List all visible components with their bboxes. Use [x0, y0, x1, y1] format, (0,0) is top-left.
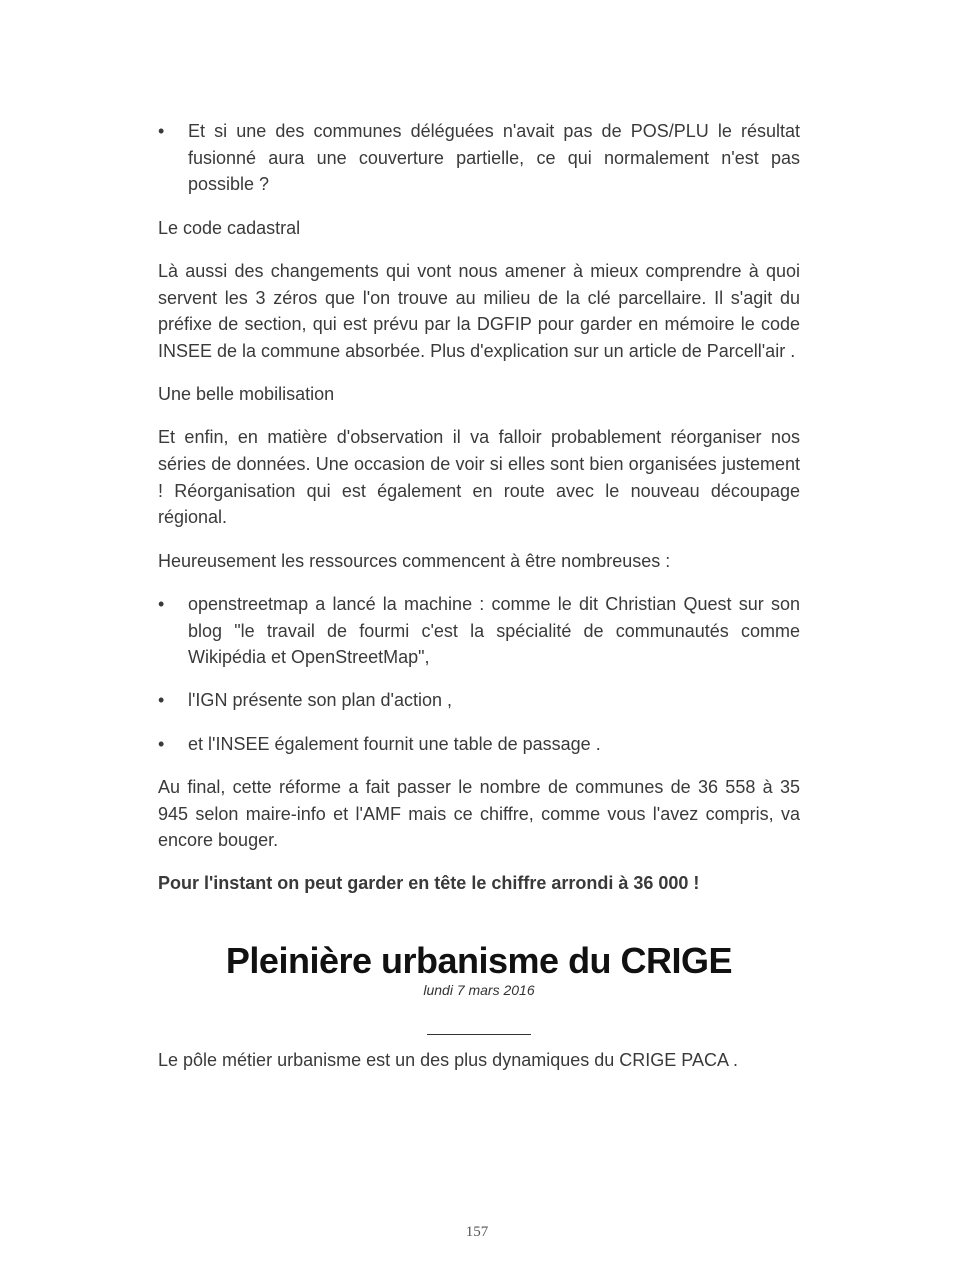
paragraph-mobilisation: Et enfin, en matière d'observation il va falloir probablement réorganiser nos séries de données. Une occasion de voir si elles sont bien organisées justement ! Réorganisation qui est également en route avec le nouveau découpage régional. — [158, 427, 800, 528]
separator-line — [427, 1034, 531, 1035]
bullet-marker: • — [158, 690, 165, 711]
paragraph-cadastral: Là aussi des changements qui vont nous amener à mieux comprendre à quoi servent les 3 zéros que l'on trouve au milieu de la clé parcellaire. Il s'agit du préfixe de section, qui est prévu par la DGFIP pour garder en mémoire le code INSEE de la commune absorbée. Plus d'explication sur un article de Parcell'air . — [158, 260, 800, 361]
article-title: Pleinière urbanisme du CRIGE — [225, 940, 733, 982]
article-intro: Le pôle métier urbanisme est un des plus dynamiques du CRIGE PACA . — [158, 1050, 738, 1071]
paragraph-ressources: Heureusement les ressources commencent à être nombreuses : — [158, 550, 671, 571]
list-item-text: openstreetmap a lancé la machine : comme le dit Christian Quest sur son blog "le travail de fourmi c'est la spécialité de communautés comme Wikipédia et OpenStreetMap", — [188, 593, 800, 668]
section-heading-cadastral: Le code cadastral — [158, 217, 301, 238]
paragraph-bold-conclusion: Pour l'instant on peut garder en tête le chiffre arrondi à 36 000 ! — [158, 873, 700, 894]
section-heading-mobilisation: Une belle mobilisation — [158, 384, 335, 405]
document-page — [158, 118, 800, 1090]
list-item-text: l'IGN présente son plan d'action , — [188, 690, 453, 711]
article-date: lundi 7 mars 2016 — [423, 982, 535, 999]
list-item — [158, 687, 800, 714]
page-number: 157 — [465, 1224, 489, 1240]
bullet-marker: • — [158, 593, 165, 614]
list-item-text: Et si une des communes déléguées n'avait pas de POS/PLU le résultat fusionné aura une couverture partielle, ce qui normalement n'est pas possible ? — [188, 121, 800, 195]
list-item-text: et l'INSEE également fournit une table de passage . — [188, 733, 601, 754]
list-item — [158, 118, 800, 198]
list-item — [158, 731, 800, 758]
bullet-marker: • — [158, 121, 165, 141]
paragraph-final: Au final, cette réforme a fait passer le nombre de communes de 36 558 à 35 945 selon maire-info et l'AMF mais ce chiffre, comme vous l'avez compris, va encore bouger. — [158, 776, 800, 851]
bullet-marker: • — [158, 733, 165, 754]
list-item — [158, 591, 800, 671]
